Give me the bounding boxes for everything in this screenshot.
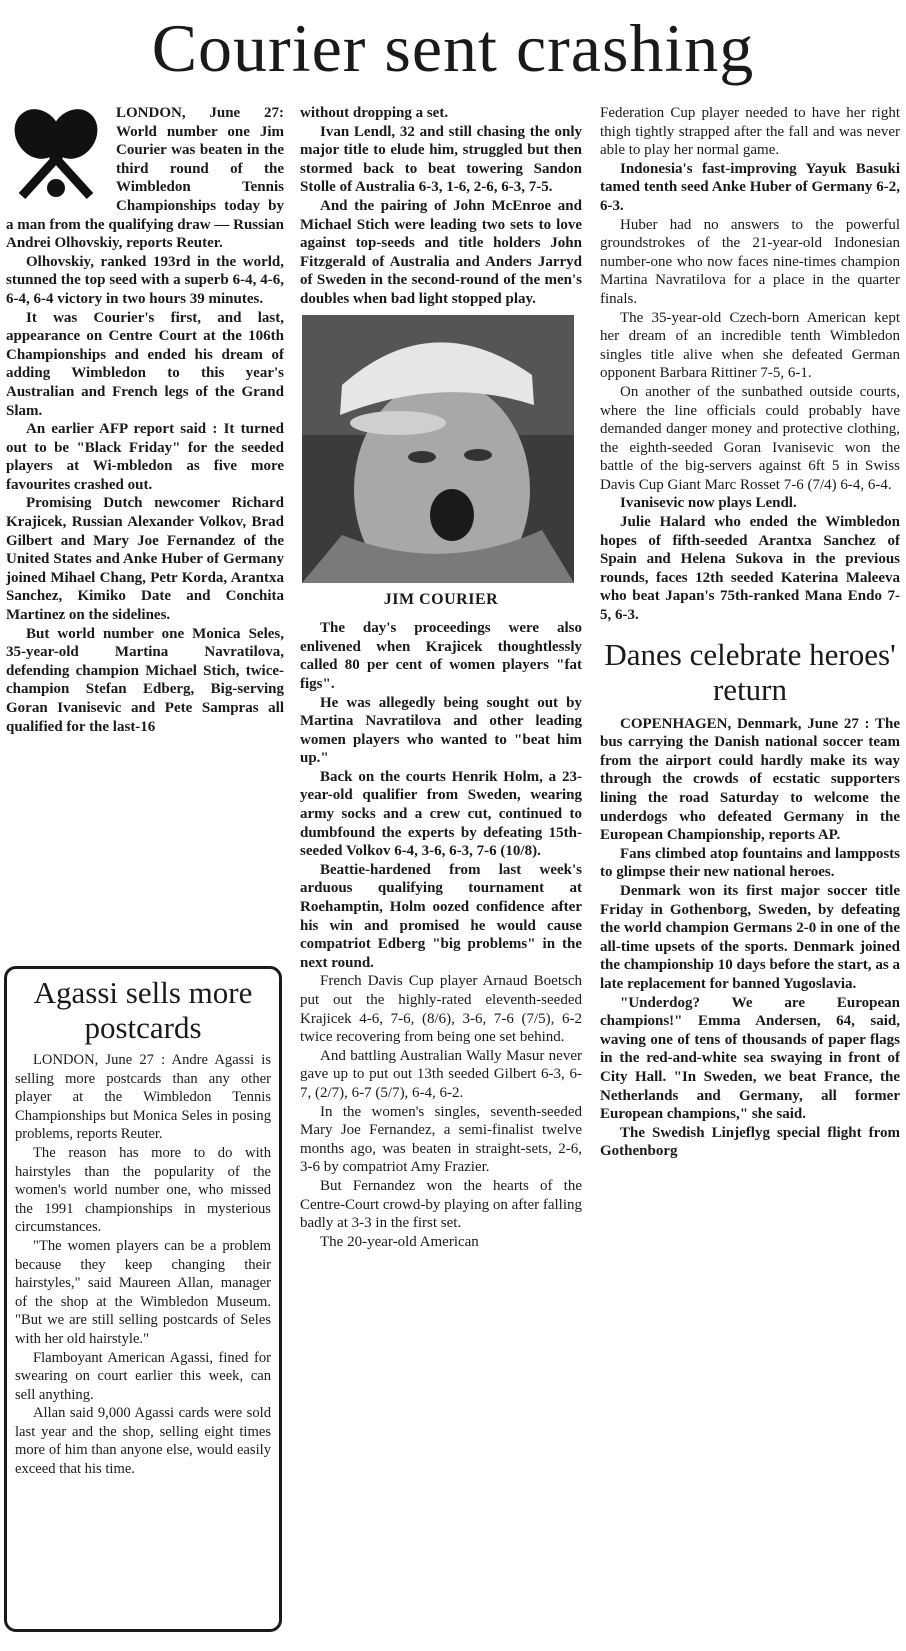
article-column-2: [300, 104, 582, 1649]
paragraph: Olhovskiy, ranked 193rd in the world, stunned the top seed with a superb 6-4, 4-6, 6-4, 6-4 victory in two hours 39 minutes.: [6, 253, 284, 307]
paragraph: Federation Cup player needed to have her right thigh tightly strapped after the fall and was never able to play her normal game.: [600, 105, 900, 159]
paragraph: An earlier AFP report said : It turned out to be "Black Friday" for the seeded players at Wi-mbledon as five more favourites crashed out.: [6, 421, 284, 493]
crossed-tennis-rackets-icon: [6, 104, 106, 204]
paragraph: The 20-year-old American: [320, 1233, 479, 1250]
paragraph: LONDON, June 27: World number one Jim Courier was beaten in the third round of the Wimbledon Tennis Championships today by a man from the qualifying draw — Russian Andrei Olhovskiy, reports Reuter.: [6, 105, 284, 252]
paragraph: without dropping a set.: [300, 105, 449, 121]
paragraph: In the women's singles, seventh-seeded Mary Joe Fernandez, a semi-finalist twelve months ago, was beaten in straight-sets, 2-6, 3-6 by compatriot Amy Frazier.: [300, 1103, 582, 1176]
paragraph: Fans climbed atop fountains and lampposts to glimpse their new national heroes.: [600, 845, 900, 881]
paragraph: And the pairing of John McEnroe and Michael Stich were leading two sets to love against top-seeds and title holders John Fitzgerald of Australia and Anders Jarryd of Sweden in the second-round of the men's doubles when bad light stopped play.: [300, 197, 582, 307]
jim-courier-photo: [302, 315, 574, 583]
paragraph: The 35-year-old Czech-born American kept her dream of an incredible tenth Wimbledon singles title alive when she defeated German opponent Barbara Rittiner 7-5, 6-1.: [600, 309, 900, 382]
agassi-sidebar-box: [4, 966, 282, 1632]
paragraph: But world number one Monica Seles, 35-year-old Martina Navratilova, defending champion Michael Stich, twice-champion Stefan Edberg, Big-serving Goran Ivanisevic and Pete Sampras all qualified for the last-16: [6, 625, 284, 735]
photo-image: [302, 315, 574, 583]
sidebar-headline: Agassi sells more postcards: [33, 975, 253, 1045]
paragraph: "The women players can be a problem because they keep changing their hairstyles," said Maureen Allan, manager of the shop at the Wimbledon Museum. "But we are still selling postcards of Seles with her old hairstyle.": [15, 1237, 271, 1347]
paragraph: LONDON, June 27 : Andre Agassi is selling more postcards than any other player at the Wimbledon Tennis Championships but Monica Seles in posing problems, reports Reuter.: [15, 1052, 271, 1143]
paragraph: The reason has more to do with hairstyles than the popularity of the women's world number one, who missed the 1991 championships in mysterious circumstances.: [15, 1144, 271, 1236]
paragraph: Ivan Lendl, 32 and still chasing the only major title to elude him, struggled but then stormed back to beat towering Sandon Stolle of Australia 6-3, 1-6, 2-6, 6-3, 7-5.: [300, 123, 582, 196]
paragraph: Indonesia's fast-improving Yayuk Basuki tamed tenth seed Anke Huber of Germany 6-2, 6-3.: [600, 160, 900, 214]
paragraph: Allan said 9,000 Agassi cards were sold last year and the shop, selling eight times more of him than anyone else, would easily exceed that his time.: [15, 1405, 271, 1478]
paragraph: Flamboyant American Agassi, fined for swearing on court earlier this week, can sell anything.: [15, 1349, 271, 1403]
paragraph: Beattie-hardened from last week's arduous qualifying tournament at Roehamptin, Holm oozed confidence after his win and promised he would cause compatriot Edberg "big problems" in the next round.: [300, 861, 582, 971]
paragraph: Ivanisevic now plays Lendl.: [620, 495, 797, 512]
paragraph: COPENHAGEN, Denmark, June 27 : The bus carrying the Danish national soccer team from the airport could hardly make its way through the crowds of ecstatic supporters lining the road Saturday to welcome the underdogs who defeated Germany in the European Championship, reports AP.: [600, 715, 900, 844]
paragraph: "Underdog? We are European champions!" Emma Andersen, 64, said, waving one of tens of thousands of paper flags in the red-and-white sea swaying in front of City Hall. "In Sweden, we beat France, the Netherlands and Germany, all former European champions," she said.: [600, 994, 900, 1123]
photo-caption: JIM COURIER: [383, 590, 499, 608]
paragraph: The day's proceedings were also enlivened when Krajicek thoughtlessly called 80 per cent of women players "fat figs".: [300, 620, 582, 692]
paragraph: Julie Halard who ended the Wimbledon hopes of fifth-seeded Arantxa Sanchez of Spain and Helena Sukova in the previous rounds, faces 12th seeded Katerina Maleeva who beat Japan's 75th-ranked Mana Endo 7-5, 6-3.: [600, 514, 900, 624]
sidebar-body: [15, 1051, 271, 1479]
article-column-3: [600, 104, 900, 1649]
paragraph: The Swedish Linjeflyg special flight from Gothenborg: [600, 1124, 900, 1160]
paragraph: French Davis Cup player Arnaud Boetsch put out the highly-rated eleventh-seeded Krajicek 4-6, 7-6, (8/6), 3-6, 7-6 (7/5), 6-2 twice recovering from being one set behind.: [300, 973, 582, 1046]
paragraph: Promising Dutch newcomer Richard Krajicek, Russian Alexander Volkov, Brad Gilbert and Mary Joe Fernandez of the United States and Anke Huber of Germany joined Mihael Chang, Petr Korda, Arantxa Sanchez, Kimiko Date and Conchita Martinez on the sidelines.: [6, 495, 284, 624]
headline: Courier sent crashing: [151, 10, 755, 86]
paragraph: And battling Australian Wally Masur never gave up to put out 13th seeded Gilbert 6-3, 6-7, (2/7), 6-7 (5/7), 6-4, 6-2.: [300, 1047, 582, 1101]
paragraph: Huber had no answers to the powerful groundstrokes of the 21-year-old Indonesian number-one who now faces nine-times champion Martina Navratilova for a place in the quarter finals.: [600, 216, 900, 307]
paragraph: It was Courier's first, and last, appearance on Centre Court at the 106th Championships and ended his dream of adding Wimbledon to this year's Australian and French legs of the Grand Slam.: [6, 309, 284, 419]
paragraph: Back on the courts Henrik Holm, a 23-year-old qualifier from Sweden, wearing army socks and a crew cut, continued to dumbfound the experts by defeating 15th-seeded Volkov 6-4, 3-6, 6-3, 7-6 (10/8).: [300, 768, 582, 860]
paragraph: On another of the sunbathed outside courts, where the line officials could probably have demanded danger money and protective clothing, the eighth-seeded Goran Ivanisevic won the battle of the big-servers against 6ft 5 in Swiss Davis Cup Giant Marc Rosset 7-6 (7/4) 6-4, 6-4.: [600, 383, 900, 493]
paragraph: Denmark won its first major soccer title Friday in Gothenborg, Sweden, by defeating the world champion Germans 2-0 in one of the all-time upsets of the sports. Denmark joined the championship 10 days before the start, as a late replacement for banned Yugoslavia.: [600, 882, 900, 992]
paragraph: He was allegedly being sought out by Martina Navratilova and other leading women players who wanted to "beat him up.": [300, 694, 582, 767]
paragraph: But Fernandez won the hearts of the Centre-Court crowd-by playing on after falling badly at 3-3 in the first set.: [300, 1177, 582, 1232]
article-column-1: [6, 104, 284, 960]
danes-headline: Danes celebrate heroes' return: [604, 636, 896, 707]
